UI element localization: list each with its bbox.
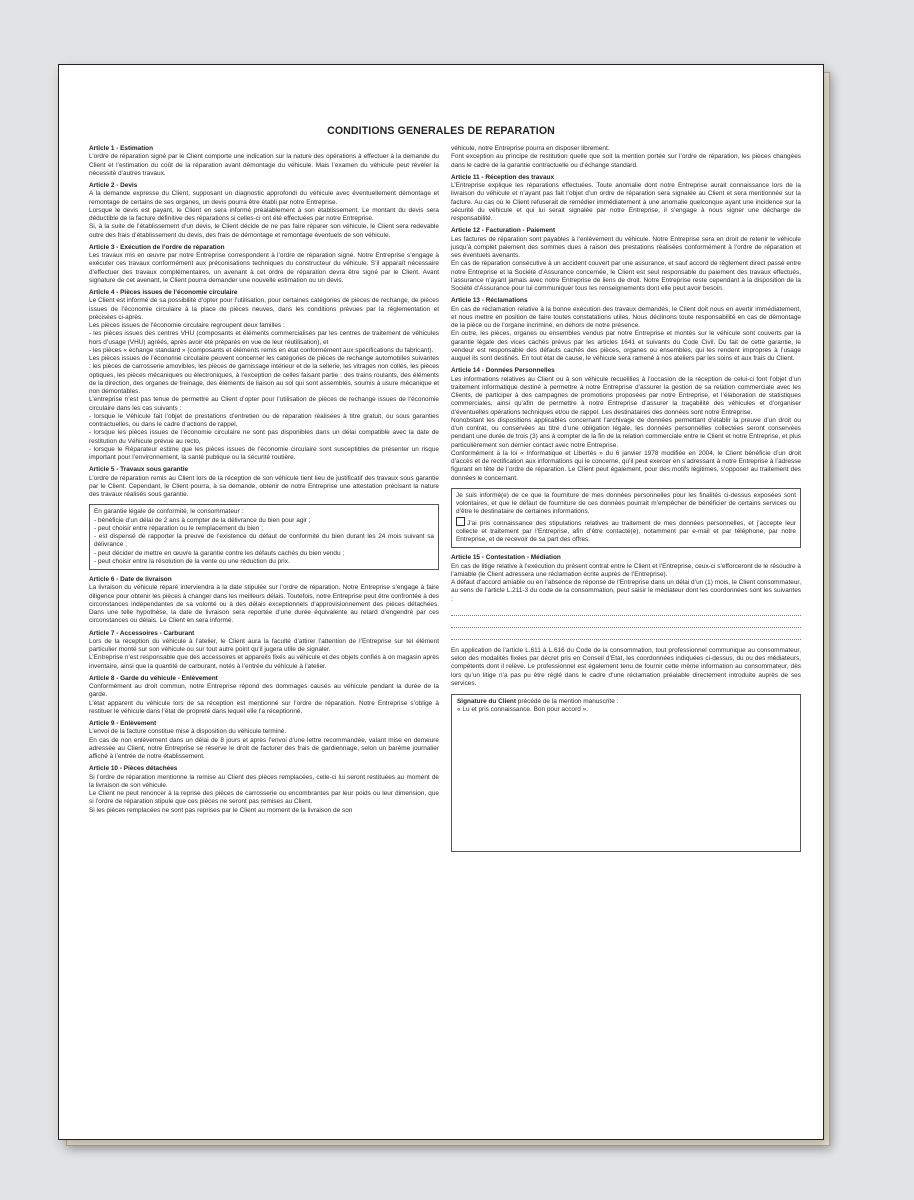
article-1 (89, 145, 439, 178)
article-15 (451, 554, 801, 688)
article-text: - lorsque le Réparateur estime que les pièces issues de l’économie circulaire sont susceptibles de présenter un risque important pour l’environnement, la santé publique ou la sécurité routière. (89, 445, 439, 461)
article-14 (451, 367, 801, 483)
guarantee-line: - peut choisir entre la résolution de la vente ou une réduction du prix. (94, 557, 290, 565)
document-title: CONDITIONS GENERALES DE REPARATION (327, 125, 555, 137)
article-text: L’Entreprise explique les réparations effectuées. Toute anomalie dont notre Entreprise aurait connaissance lors de la livraison du véhicule et n’ayant pas fait l’objet d’un ordre de réparation sera signalée au Client et sera mentionnée sur la facture. Au cas où le Client refuserait de remédier immédiatement à une anomalie quelconque ayant une incidence sur la sécurité du véhicule et qui lui serait signalée par notre Entreprise, il s’engage à nous signer une décharge de responsabilité. (451, 182, 801, 222)
signature-box[interactable] (451, 694, 801, 852)
article-title: Article 14 - Données Personnelles (451, 367, 555, 375)
article-text: En application de l’article L.611 à L.616 du Code de la consommation, tout professionnel communique au consommateur, selon des modalités fixées par décret pris en Conseil d’Etat, les coordonnées indiquées ci-dessus, du ou des médiateurs, compétents dont il relève. Le professionnel est également tenu de fournir cette même information au consommateur, dès lors qu’un litige n’a pas pu être réglé dans le cadre d’une réclamation préalable directement introduite auprès de ses services. (451, 646, 801, 687)
article-text: A défaut d’accord amiable ou en l’absence de réponse de l’Entreprise dans un délai d’un (1) mois, le Client consommateur, au sens de l’article L.211-3 du code de la consommation, peut saisir le médiateur dont les coordonnées sont les suivantes : (451, 579, 801, 603)
article-title: Article 4 - Pièces issues de l’économie circulaire (89, 289, 238, 296)
article-text: Lorsque le devis est payant, le Client en sera informé préalablement à son établissement. Le montant du devis sera déductible de la facture définitive des réparations si celles-ci ont été effectuées par notre Entreprise. (89, 206, 439, 222)
article-title: Article 3 - Exécution de l’ordre de réparation (89, 243, 225, 251)
article-text: La livraison du véhicule réparé interviendra à la date stipulée sur l’ordre de réparation. Notre Entreprise s’engage à faire diligence pour obtenir les pièces à changer dans les meilleurs délais. Toutefois, notre Entreprise peut être confrontée à des circonstances indépendantes de sa volonté ou à des délais exceptionnels d’approvisionnement des pièces détachées. Dans une telle hypothèse, la date de livraison sera reportée d’une durée équivalente au retard d’engendré par ces circonstances ou délais. Le Client en sera informé. (89, 584, 439, 625)
article-text: Si l’ordre de réparation mentionne la remise au Client des pièces remplacées, celle-ci lui seront restituées au moment de la livraison de son véhicule. (89, 773, 439, 789)
article-text: Nonobstant les dispositions applicables concernant l’archivage de données permettant d’établir la preuve d’un droit ou d’un contrat, ou conservées au titre d’une obligation légale, les données personnelles collectées seront conservées pendant une durée de trois (3) ans à compter de la fin de la relation commerciale entre le Client et notre Entreprise, et plus particulièrement son dernier contact avec notre Entreprise. (451, 416, 801, 449)
article-title: Article 6 - Date de livraison (89, 576, 172, 583)
article-text: Conformément à la loi « Informatique et Libertés » du 6 janvier 1978 modifiée en 2004, le Client bénéficie d’un droit d’accès et de rectification aux informations qui le concerne, qu’il peut exercer en s’adressant à notre Entreprise à l’adresse figurant en tête de l’ordre de réparation. Le Client peut également, pour des motifs légitimes, s’opposer au traitement des données le concernant. (451, 449, 801, 482)
article-text: Le Client ne peut renoncer à la reprise des pièces de carrosserie ou encombrantes par leur poids ou leur dimension, que si l’ordre de réparation stipule que ces pièces ne seront pas remises au Client. (89, 790, 439, 806)
legal-guarantee-box (89, 504, 439, 570)
signature-label-bold: Signature du Client (457, 698, 517, 705)
mediator-line-1[interactable] (451, 605, 801, 616)
article-text: Si les pièces remplacées ne sont pas reprises par le Client au moment de la livraison de son (89, 806, 353, 814)
article-text: Si, à la suite de l’établissement d’un devis, le Client décide de ne pas faire réparer son véhicule, le Client sera redevable outre des frais d’établissement du devis, des frais de démontage et remontage éventuels de son véhicule. (89, 223, 439, 239)
data-consent-box (451, 488, 801, 549)
signature-hint: « Lu et pris connaissance. Bon pour accord ». (457, 706, 588, 714)
consent-text: J’ai pris connaissance des stipulations relatives au traitement de mes données personnelles, et j’accepte leur collecte et traitement par l’Entreprise, afin d’être contacté(e), notamment par e-mail et par téléphone, par notre Entreprise, et de recevoir de sa part des offres. (456, 519, 796, 543)
article-text: En outre, les pièces, organes ou ensembles vendus par notre Entreprise et montés sur le véhicule sont couverts par la garantie légale des vices cachés prévus par les articles 1641 et suivants du Code Civil. Du fait de cette garantie, le vendeur est responsable des défauts cachés des pièces, organes ou ensembles, qui les rendent impropres à l’usage auquel ils sont destinés. En tout état de cause, le véhicule sera ramené à nos ateliers par les soins et aux frais du Client. (451, 330, 801, 362)
article-title: Article 1 - Estimation (89, 145, 154, 152)
article-text: - les pièces « échange standard » (composants et éléments remis en état conformément aux spécifications du fabricant). (89, 346, 434, 354)
article-text: - les pièces issues des centres VHU (composants et éléments commercialisés par les centres de traitement de véhicules hors d’usage (VHU) agréés, après avoir été préparés en vue de leur réutilisation), et (89, 330, 439, 346)
article-text: Les travaux mis en œuvre par notre Entreprise correspondent à l’ordre de réparation signé. Notre Entreprise s’engage à exécuter ces travaux conformément aux préconisations techniques du constructeur du véhicule. S’il apparaît nécessaire d’effectuer des travaux complémentaires, un avenant à cet ordre de réparation devra être signé par le Client. Avant signature de cet avenant, le Client pourra demander une nouvelle estimation ou un devis. (89, 252, 439, 284)
article-title: Article 9 - Enlèvement (89, 720, 157, 727)
article-text: Les pièces issues de l’économie circulaire peuvent concerner les catégories de pièces de rechange automobiles suivantes : les pièces de carrosserie amovibles, les pièces de garnissage intérieur et de la sellerie, les vitrages non collés, les pièces optiques, les pièces mécaniques ou électroniques, à l’exception de celles faisant partie : des trains roulants, des éléments de la direction, des organes de freinage, des éléments de liaison au sol qui sont assemblés, soumis à usure mécanique et non démontables. (89, 355, 439, 395)
article-title: Article 2 - Devis (89, 182, 138, 189)
guarantee-line: - est dispensé de rapporter la preuve de l’existence du défaut de conformité du bien durant les 24 mois suivant sa délivrance ; (94, 533, 434, 549)
article-text: Font exception au principe de restitution quelle que soit la mention portée sur l’ordre de réparation, les pièces changées dans le cadre de la garantie contractuelle ou d’échange standard. (451, 153, 801, 169)
article-10-continued (451, 145, 801, 170)
guarantee-line: En garantie légale de conformité, le consommateur : (94, 508, 244, 516)
guarantee-line: - bénéficie d’un délai de 2 ans à compter de la délivrance du bien pour agir ; (94, 516, 311, 524)
consent-info-text: Je suis informé(e) de ce que la fourniture de mes données personnelles pour les finalités ci-dessus exposées sont volontaires, et que le défaut de fourniture de ces données pourrait m’empêcher de bénéficier de certains services ou d’être le destinataire de certaines informations. (456, 491, 796, 516)
article-text: - lorsque le Véhicule fait l’objet de prestations d’entretien ou de réparation réalisées à titre gratuit, ou sous garanties contractuelles, ou dans le cadre d’actions de rappel, (89, 412, 439, 428)
article-text: L’état apparent du véhicule lors de sa réception est mentionné sur l’ordre de réparation. Notre Entreprise s’oblige à restituer le véhicule dans l’état de propreté dans lequel elle l’a réceptionné. (89, 699, 439, 715)
article-12 (451, 227, 801, 293)
article-text: A la demande expresse du Client, supposant un diagnostic approfondi du véhicule avec éventuellement démontage et remontage de certains de ses organes, un devis pourra être établi par notre Entreprise. (89, 190, 439, 206)
consent-line (456, 517, 796, 545)
article-text: Conformément au droit commun, notre Entreprise répond des dommages causés au véhicule pendant la durée de la garde. (89, 683, 439, 699)
article-6 (89, 576, 439, 626)
article-7 (89, 630, 439, 671)
article-title: Article 5 - Travaux sous garantie (89, 466, 189, 474)
article-text: En cas de réparation consécutive à un accident couvert par une assurance, et sauf accord de règlement direct passé entre notre Entreprise et la Société d’Assurance concernée, le Client est seul responsable du paiement des travaux effectués, l’assurance n’ayant jamais avec notre Entreprise de liens de droit. Notre Entreprise reste cependant à la disposition de la Société d’Assurance pour lui communiquer tous les renseignements dont elle peut avoir besoin. (451, 260, 801, 292)
article-text: L’entreprise n’est pas tenue de permettre au Client d’opter pour l’utilisation de pièces de rechange issues de l’économie circulaire dans les cas suivants : (89, 396, 439, 412)
article-text: L’envoi de la facture constitue mise à disposition du véhicule terminé. (89, 728, 287, 736)
article-8 (89, 675, 439, 716)
article-text: En cas de non enlèvement dans un délai de 8 jours et après l’envoi d’une lettre recommandée, valant mise en demeure adressée au Client, notre Entreprise se réserve le droit de facturer des frais de gardiennage, selon un barème journalier affiché à l’entrée de notre établissement. (89, 736, 439, 760)
article-text: Lors de la réception du véhicule à l’atelier, le Client aura la faculté d’attirer l’attention de l’Entreprise sur tel élément particulier monté sur son véhicule ou sur tout autre point qu’il jugera utile de signaler. (89, 637, 439, 653)
article-5 (89, 466, 439, 499)
article-title: Article 8 - Garde du véhicule - Enlèvement (89, 674, 218, 682)
article-text: Les informations relatives au Client ou à son véhicule recueillies à l’occasion de la réception de celui-ci font l’objet d’un traitement informatique destiné à permettre à notre Entreprise d’assurer la gestion de sa relation commerciale avec les Clients, de participer à des campagnes de promotions proposées par notre Entreprise, et l’élaboration de statistiques commerciales, ainsi qu’afin de permettre à notre Entreprise d’assurer la traçabilité des véhicules et d’organiser d’éventuelles opérations techniques et/ou de rappel. Les destinataires des données sont notre Entreprise. (451, 375, 801, 416)
signature-label-rest: précédé de la mention manuscrite : (516, 698, 619, 705)
article-text: Les pièces issues de l’économie circulaire regroupent deux familles : (89, 322, 285, 329)
article-text: En cas de réclamation relative à la bonne exécution des travaux demandés, le Client doit nous en avertir immédiatement, et nous mettre en position de faire toutes constatations utiles. Nous déclinons toute responsabilité en cas de démontage de la pièce ou de l’organe incriminé, en dehors de notre présence. (451, 305, 801, 329)
article-text: Le Client est informé de sa possibilité d’opter pour l’utilisation, pour certaines catégories de pièces de rechange, de pièces issues de l’économie circulaire à la place de pièces neuves, dans les conditions prévues par la réglementation et précisées ci-après. (89, 297, 439, 321)
guarantee-line: - peut choisir entre réparation ou le remplacement du bien ; (94, 524, 263, 532)
document-page (58, 64, 824, 1140)
article-4 (89, 289, 439, 462)
article-title: Article 15 - Contestation - Médiation (451, 554, 561, 562)
mediator-line-3[interactable] (451, 629, 801, 640)
article-title: Article 12 - Facturation - Paiement (451, 227, 556, 235)
consent-checkbox[interactable] (456, 517, 465, 526)
left-column (89, 145, 439, 819)
article-10 (89, 765, 439, 815)
mediator-line-2[interactable] (451, 617, 801, 628)
article-text: véhicule, notre Entreprise pourra en disposer librement. (451, 145, 610, 152)
article-11 (451, 174, 801, 224)
right-column (451, 145, 801, 852)
article-9 (89, 720, 439, 761)
article-title: Article 10 - Pièces détachées (89, 765, 178, 773)
article-text: L’Entreprise n’est responsable que des accessoires et appareils fixés au véhicule et des objets confiés à on magasin après inventaire, ainsi que la quantité de carburant, notés à l’entrée du véhicule à l’atelier. (89, 654, 439, 670)
article-title: Article 13 - Réclamations (451, 297, 528, 305)
article-text: En cas de litige relative à l’exécution du présent contrat entre le Client et l’Entreprise, ceux-ci s’efforceront de le résoudre à l’amiable (le Client adressera une réclamation écrite auprès de l’Entreprise). (451, 562, 801, 578)
signature-label (457, 698, 795, 706)
article-text: L’ordre de réparation signé par le Client comporte une indication sur la nature des opérations à effectuer à la demande du Client et l’estimation du coût de la réparation avant démontage du véhicule. Mais l’examen du véhicule peut révéler la nécessité d’autres travaux. (89, 153, 439, 177)
article-text: - lorsque les pièces issues de l’économie circulaire ne sont pas disponibles dans un délai compatible avec la date de restitution du Véhicule prévue au recto, (89, 429, 439, 445)
guarantee-line: - peut décider de mettre en œuvre la garantie contre les défauts cachés du bien vendu ; (94, 549, 345, 557)
article-title: Article 7 - Accessoires - Carburant (89, 629, 195, 637)
article-text: Les factures de réparation sont payables à l’enlèvement du véhicule. Notre Entreprise sera en droit de retenir le véhicule jusqu’à complet paiement des sommes dues à raison des prestations réalisées conformément à l’ordre de réparation et ses éventuels avenants. (451, 235, 801, 259)
article-title: Article 11 - Réception des travaux (451, 173, 555, 181)
article-3 (89, 244, 439, 285)
article-text: L’ordre de réparation remis au Client lors de la réception de son véhicule tient lieu de justificatif des travaux sous garantie par le Client. Cependant, le Client pourra, à sa demande, obtenir de notre Entreprise une attestation précisant la nature des travaux réalisés sous garantie. (89, 474, 439, 498)
article-13 (451, 297, 801, 363)
article-2 (89, 182, 439, 240)
